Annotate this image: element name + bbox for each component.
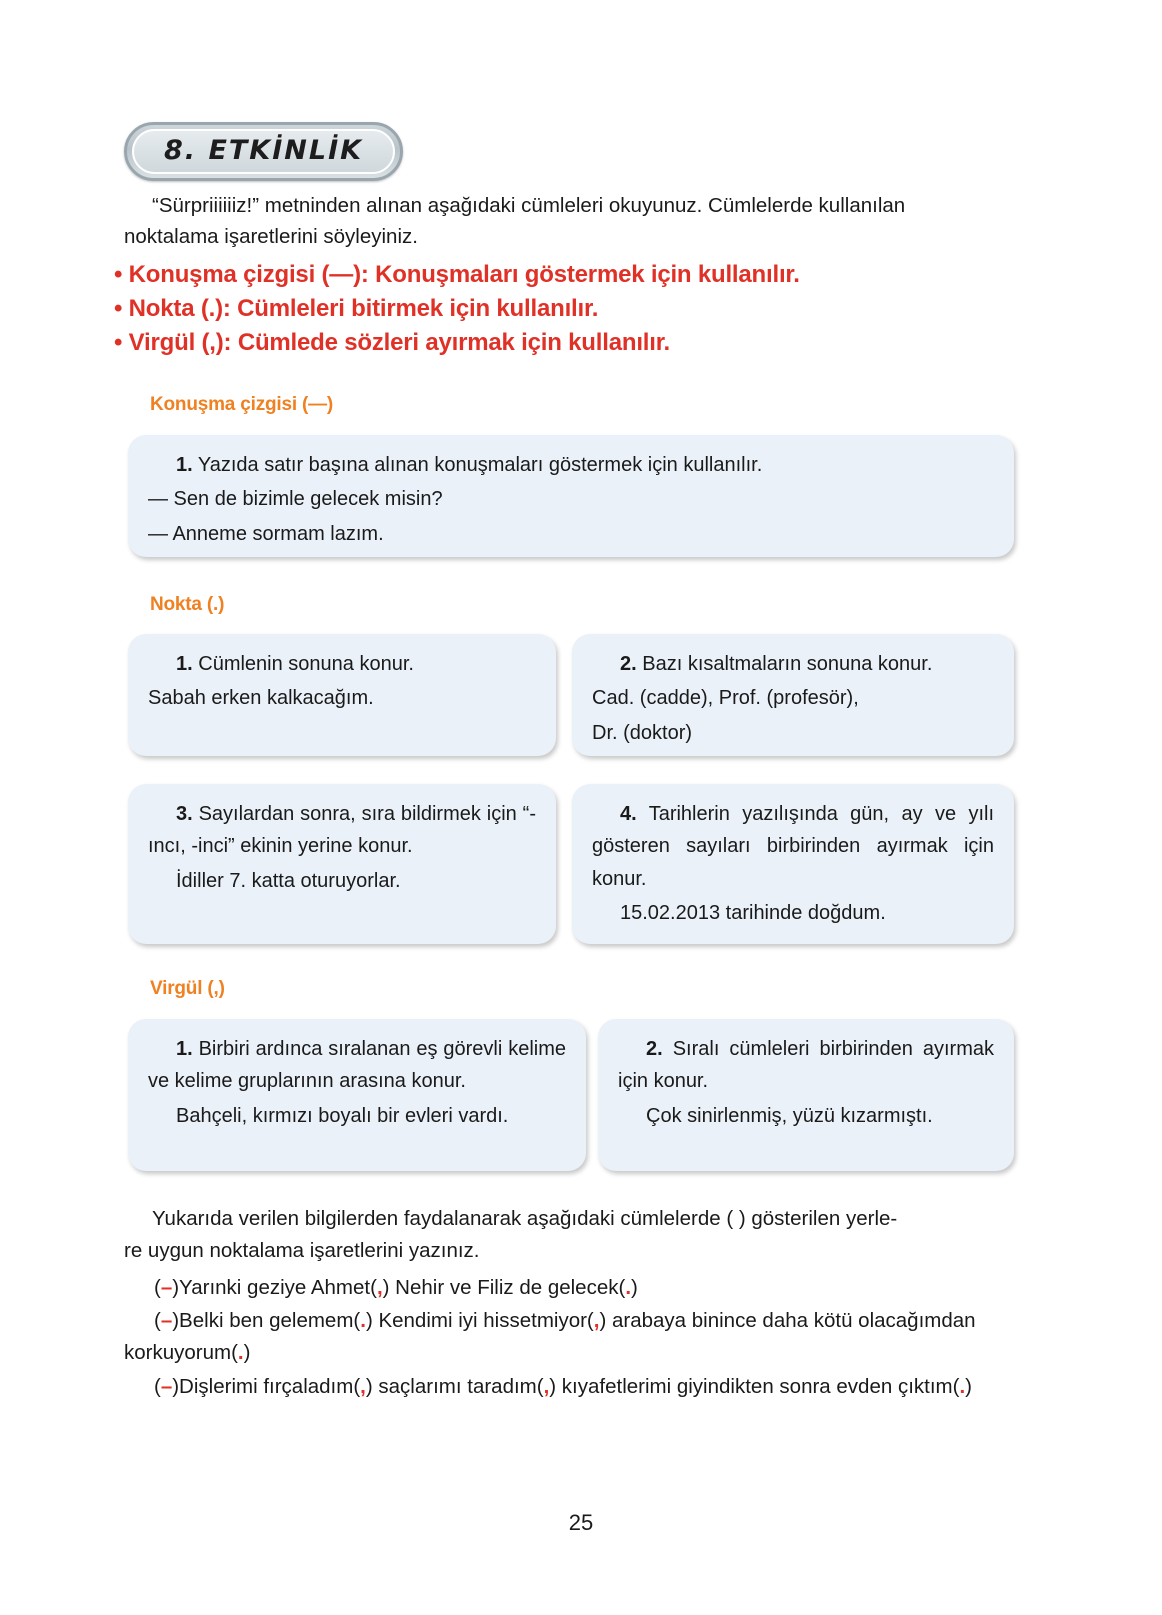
exercise-item-1[interactable] xyxy=(124,1272,1024,1304)
exercise-paren-open: ( xyxy=(154,1374,161,1398)
closing-line-2: re uygun noktalama işaretlerini yazınız. xyxy=(124,1238,480,1262)
info-card-nokta-2-example-2: Dr. (doktor) xyxy=(592,721,693,744)
intro-line-1: “Sürpriiiiiiz!” metninden alınan aşağıdaki cümleleri okuyunuz. Cümlelerde kullanılan xyxy=(152,194,906,217)
section-header-nokta: Nokta (.) xyxy=(150,594,225,615)
info-card-nokta-2 xyxy=(572,634,1014,756)
answer-mark[interactable]: , xyxy=(593,1309,600,1333)
exercise-text: ) saçlarımı taradım( xyxy=(365,1374,544,1398)
info-card-virgul-1 xyxy=(128,1019,586,1171)
info-card-nokta-2-rule xyxy=(592,648,994,680)
activity-badge-inner-ring xyxy=(132,129,395,174)
info-card-nokta-2-example-1: Cad. (cadde), Prof. (profesör), xyxy=(592,687,859,710)
closing-line-1: Yukarıda verilen bilgilerden faydalanarak aşağıdaki cümlelerde ( ) gösterilen yerle- xyxy=(152,1207,898,1230)
exercise-text: ) arabaya binince daha kötü olacağımdan korkuyorum( xyxy=(124,1309,976,1365)
exercise-text: )Dişlerimi fırçaladım( xyxy=(172,1374,361,1398)
intro-line-2: noktalama işaretlerini söyleyiniz. xyxy=(124,225,418,249)
info-card-konusma-1-example-1: — Sen de bizimle gelecek misin? xyxy=(148,488,443,511)
info-card-virgul-2-rule xyxy=(618,1033,994,1098)
answer-mark[interactable]: – xyxy=(160,1374,173,1398)
info-card-nokta-1-rule-text: Cümlenin sonuna konur. xyxy=(198,653,414,675)
answer-mark[interactable]: . xyxy=(625,1276,632,1299)
exercise-text: ) Nehir ve Filiz de gelecek( xyxy=(382,1276,626,1299)
section-header-konusma-cizgisi: Konuşma çizgisi (—) xyxy=(150,394,334,415)
exercise-text: ) xyxy=(965,1374,972,1398)
info-card-nokta-4-rule xyxy=(592,798,994,895)
exercise-text: ) xyxy=(243,1341,251,1365)
info-card-nokta-1-rule xyxy=(148,648,536,680)
info-card-nokta-1-example: Sabah erken kalkacağım. xyxy=(148,687,374,710)
info-card-konusma-1-number: 1. xyxy=(176,454,193,476)
info-card-virgul-1-example: Bahçeli, kırmızı boyalı bir evleri vardı. xyxy=(176,1104,509,1127)
exercise-text: )Belki ben gelemem( xyxy=(172,1309,361,1333)
info-card-nokta-4-number: 4. xyxy=(620,803,637,825)
exercise-text: ) kıyafetlerimi giyindikten sonra evden çıktım( xyxy=(549,1374,960,1398)
info-card-nokta-4-example: 15.02.2013 tarihinde doğdum. xyxy=(620,902,886,925)
answer-mark[interactable]: – xyxy=(160,1309,173,1333)
info-card-nokta-3-rule-text: Sayılardan sonra, sıra bildirmek için “-ıncı, -inci” ekinin yerine konur. xyxy=(148,803,536,858)
info-card-virgul-1-number: 1. xyxy=(176,1038,193,1060)
intro-paragraph xyxy=(124,190,1014,252)
exercise-item-3[interactable] xyxy=(124,1371,1024,1403)
rule-item-nokta: • Nokta (.): Cümleleri bitirmek için kullanılır. xyxy=(114,295,599,323)
info-card-virgul-2-rule-text: Sıralı cümleleri birbirinden ayırmak için konur. xyxy=(618,1038,994,1093)
exercise-text: )Yarınki geziye Ahmet( xyxy=(172,1276,377,1299)
info-card-virgul-2-number: 2. xyxy=(646,1038,663,1060)
section-header-virgul: Virgül (,) xyxy=(150,978,225,999)
info-card-nokta-4-rule-text: Tarihlerin yazılışında gün, ay ve yılı gösteren sayıları birbirinden ayırmak için konur. xyxy=(592,803,994,890)
info-card-nokta-3 xyxy=(128,784,556,944)
info-card-nokta-2-rule-text: Bazı kısaltmaların sonuna konur. xyxy=(642,653,933,675)
info-card-konusma-1 xyxy=(128,435,1014,557)
answer-mark[interactable]: . xyxy=(237,1341,244,1365)
activity-badge xyxy=(124,122,403,181)
closing-instruction xyxy=(124,1203,1017,1267)
info-card-konusma-1-example-2: — Anneme sormam lazım. xyxy=(148,522,384,545)
activity-badge-outer-ring xyxy=(124,122,403,181)
exercise-paren-open: ( xyxy=(154,1276,161,1299)
exercise-answer-list xyxy=(124,1272,1024,1404)
answer-mark[interactable]: . xyxy=(959,1374,966,1398)
answer-mark[interactable]: , xyxy=(360,1374,366,1398)
info-card-nokta-3-example: İdiller 7. katta oturuyorlar. xyxy=(176,869,401,892)
answer-mark[interactable]: – xyxy=(160,1276,173,1299)
info-card-nokta-1 xyxy=(128,634,556,756)
answer-mark[interactable]: . xyxy=(360,1309,366,1333)
rule-item-konusma-cizgisi: • Konuşma çizgisi (—): Konuşmaları göstermek için kullanılır. xyxy=(114,261,800,288)
info-card-virgul-1-rule xyxy=(148,1033,566,1098)
exercise-text: ) xyxy=(631,1276,638,1299)
info-card-konusma-1-rule xyxy=(148,449,994,481)
exercise-text: ) Kendimi iyi hissetmiyor( xyxy=(365,1309,594,1333)
info-card-konusma-1-rule-text: Yazıda satır başına alınan konuşmaları göstermek için kullanılır. xyxy=(197,454,763,476)
info-card-nokta-3-number: 3. xyxy=(176,803,193,825)
info-card-virgul-2-example: Çok sinirlenmiş, yüzü kızarmıştı. xyxy=(646,1104,933,1127)
punctuation-rules-list xyxy=(114,258,1034,360)
answer-mark[interactable]: , xyxy=(543,1374,550,1398)
info-card-virgul-1-rule-text: Birbiri ardınca sıralanan eş görevli kelime ve kelime gruplarının arasına konur. xyxy=(148,1038,566,1093)
exercise-paren-open: ( xyxy=(154,1309,161,1333)
activity-badge-label: 8. ETKİNLİK xyxy=(164,135,364,166)
info-card-nokta-1-number: 1. xyxy=(176,653,193,675)
exercise-item-2[interactable] xyxy=(124,1305,1024,1369)
page-number: 25 xyxy=(568,1510,594,1535)
info-card-virgul-2 xyxy=(598,1019,1014,1171)
info-card-nokta-4 xyxy=(572,784,1014,944)
rule-item-virgul: • Virgül (,): Cümlede sözleri ayırmak için kullanılır. xyxy=(114,329,671,357)
info-card-nokta-2-number: 2. xyxy=(620,653,637,675)
answer-mark[interactable]: , xyxy=(376,1276,383,1299)
info-card-nokta-3-rule xyxy=(148,798,536,863)
